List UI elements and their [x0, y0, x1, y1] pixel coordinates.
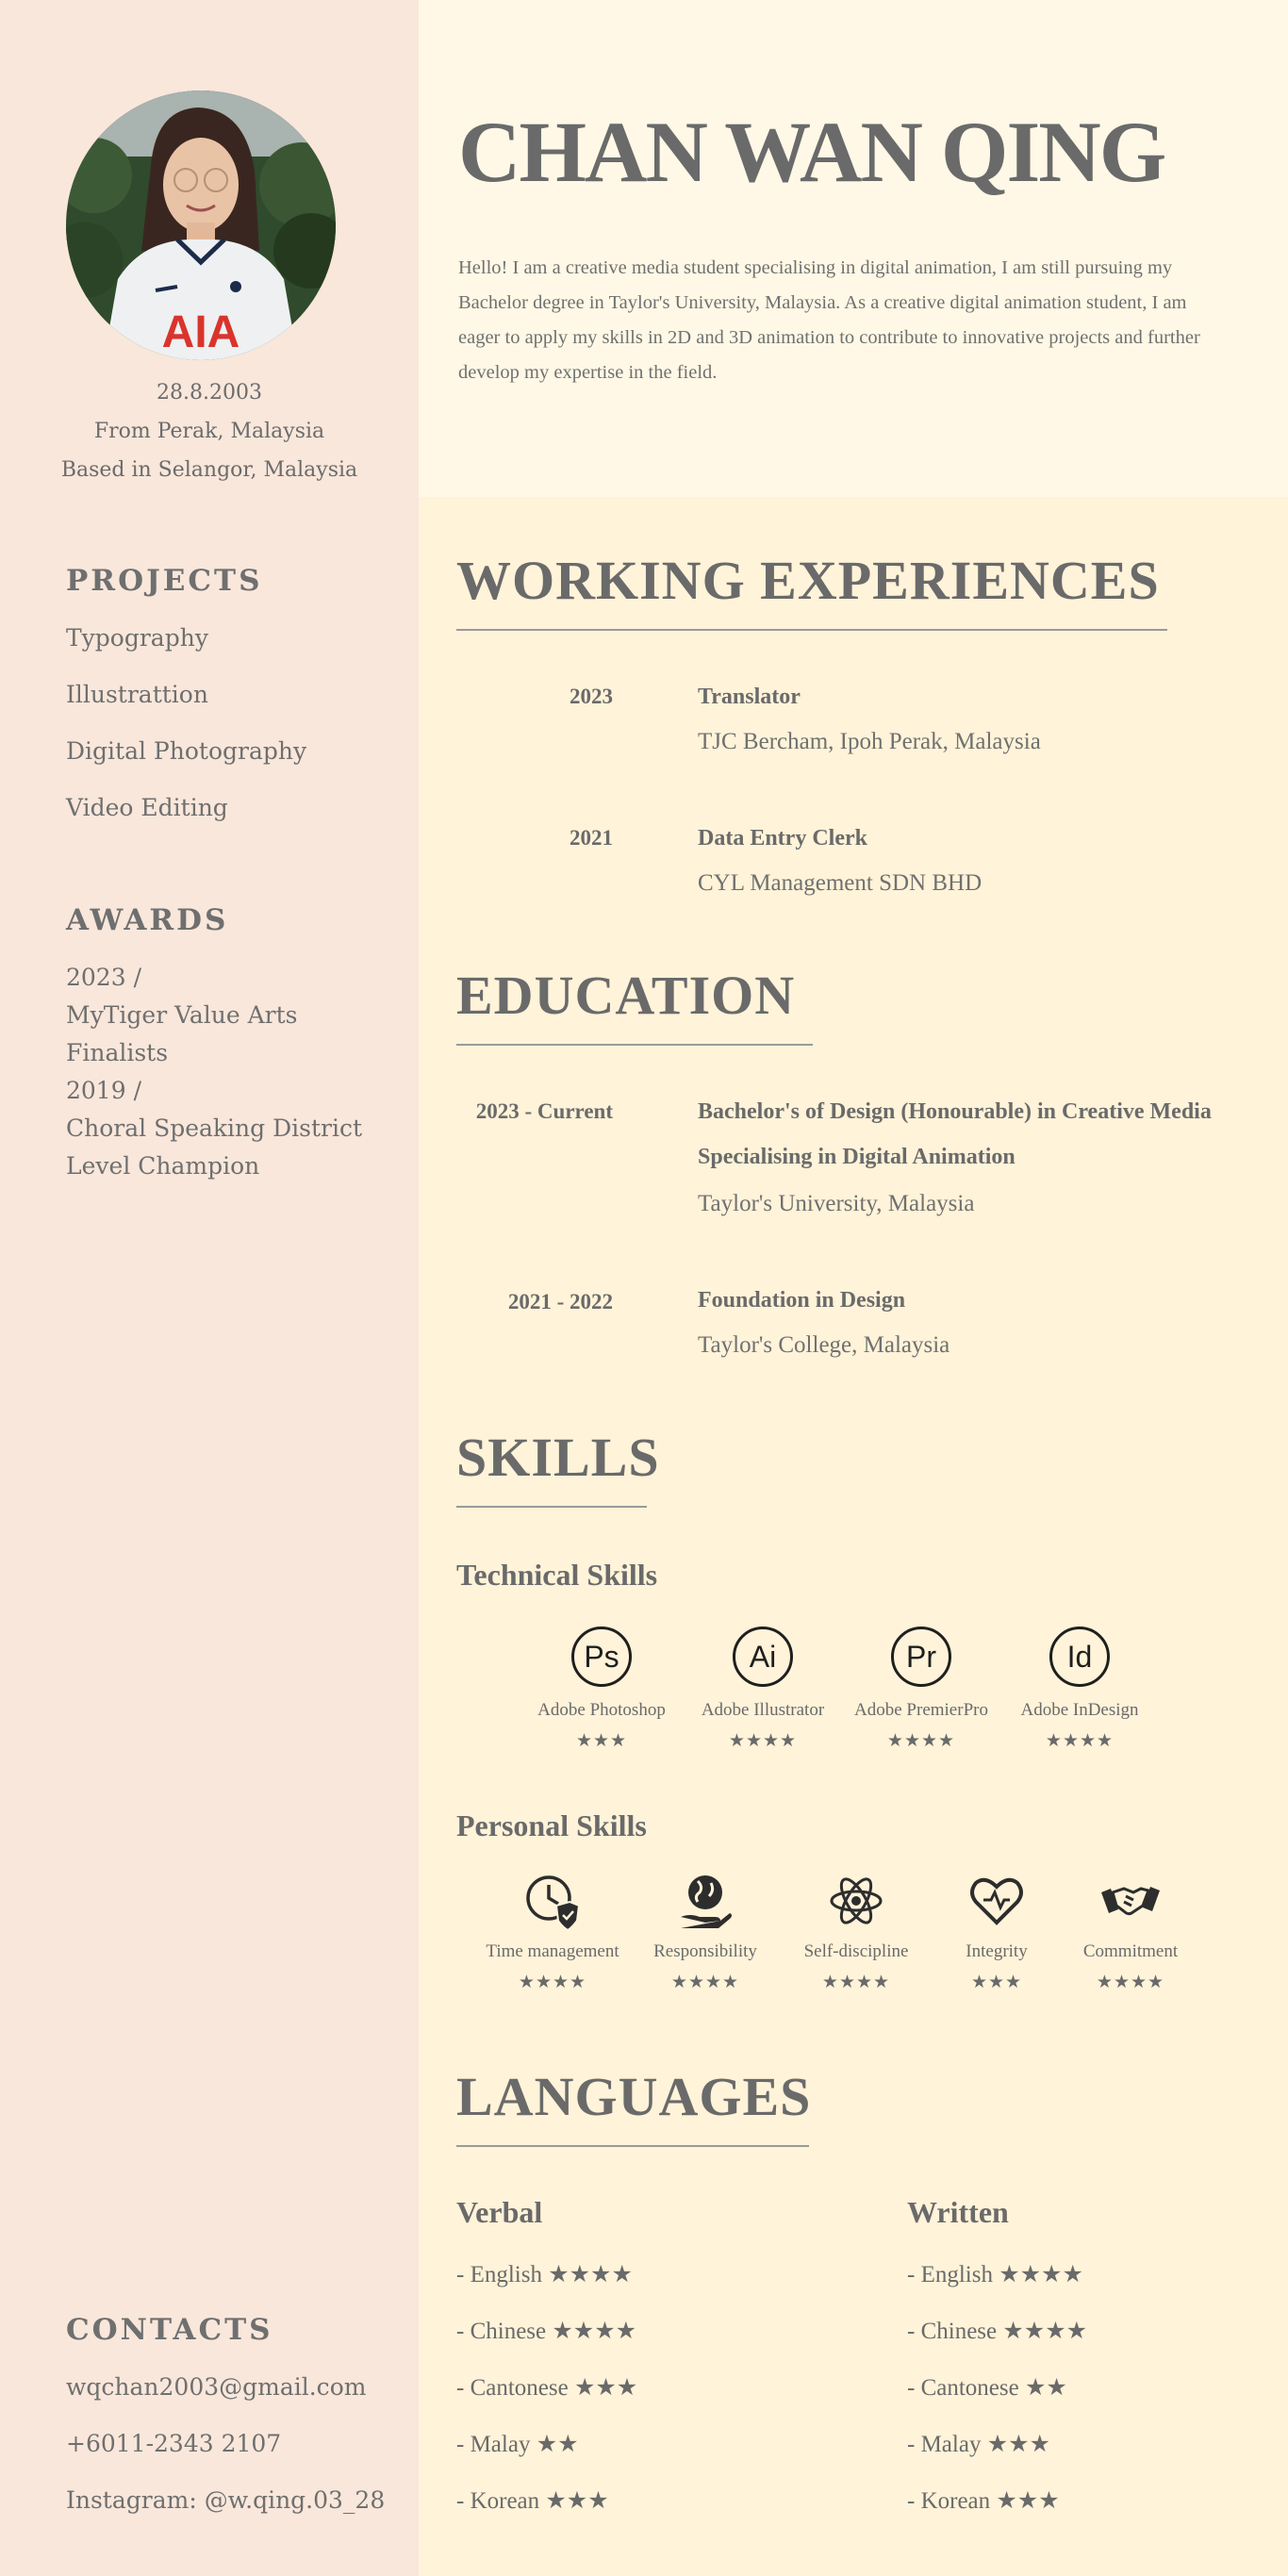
- experience-org: TJC Bercham, Ipoh Perak, Malaysia: [698, 729, 1041, 754]
- skill-label: Self-discipline: [803, 1941, 909, 1961]
- skill-responsibility: [625, 1872, 785, 1992]
- experience-org: CYL Management SDN BHD: [698, 870, 983, 896]
- contact-email[interactable]: wqchan2003@gmail.com: [66, 2373, 367, 2401]
- project-item: Illustrattion: [66, 681, 208, 708]
- skill-rating: ★★★: [970, 1972, 1023, 1992]
- premierpro-icon: Pr: [891, 1627, 951, 1687]
- date-of-birth: 28.8.2003: [157, 381, 262, 405]
- profile-photo: [66, 91, 336, 360]
- skill-self-discipline: [776, 1872, 936, 1992]
- experience-role: Data Entry Clerk: [698, 826, 867, 850]
- skill-rating: ★★★★: [518, 1972, 587, 1992]
- project-item: Typography: [66, 624, 208, 652]
- skill-rating: ★★★★: [728, 1730, 798, 1751]
- skill-time-management: [472, 1872, 633, 1992]
- header: [419, 0, 1288, 497]
- section-divider: [456, 629, 1167, 631]
- education-specialisation: Specialising in Digital Animation: [698, 1145, 1016, 1169]
- contact-instagram[interactable]: Instagram: @w.qing.03_28: [66, 2486, 386, 2514]
- page-title: CHAN WAN QING: [458, 104, 1165, 200]
- skill-indesign: [999, 1627, 1160, 1751]
- current-location: Based in Selangor, Malaysia: [60, 458, 358, 482]
- skill-premierpro: [841, 1627, 1001, 1751]
- hometown: From Perak, Malaysia: [93, 420, 325, 443]
- skill-label: Adobe PremierPro: [854, 1700, 988, 1720]
- experience-role: Translator: [698, 685, 801, 709]
- illustrator-icon: Ai: [733, 1627, 793, 1687]
- award-year: 2019 /: [66, 1077, 141, 1104]
- verbal-language-item: - Cantonese ★★★: [456, 2375, 638, 2401]
- clock-shield-icon: [524, 1872, 581, 1930]
- photoshop-icon: Ps: [571, 1627, 632, 1687]
- award-year: 2023 /: [66, 964, 141, 991]
- award-title: MyTiger Value Arts Finalists: [66, 1001, 298, 1066]
- education-year: 2021 - 2022: [507, 1290, 613, 1313]
- skill-rating: ★★★★: [670, 1972, 740, 1992]
- section-divider: [456, 2145, 809, 2147]
- education-institution: Taylor's College, Malaysia: [698, 1332, 950, 1358]
- written-language-item: - Cantonese ★★: [907, 2375, 1067, 2401]
- skill-label: Adobe Photoshop: [537, 1700, 666, 1720]
- project-item: Digital Photography: [66, 737, 307, 765]
- skill-rating: ★★★★: [821, 1972, 891, 1992]
- skill-illustrator: [683, 1627, 843, 1751]
- written-language-item: - Malay ★★★: [907, 2432, 1050, 2457]
- skill-label: Time management: [486, 1941, 619, 1961]
- languages-heading: LANGUAGES: [456, 2066, 812, 2127]
- indesign-icon: Id: [1049, 1627, 1110, 1687]
- personal-skills-heading: Personal Skills: [456, 1808, 647, 1842]
- education-degree: Foundation in Design: [698, 1288, 906, 1313]
- written-language-item: - English ★★★★: [907, 2262, 1083, 2287]
- verbal-language-item: - Malay ★★: [456, 2432, 579, 2457]
- written-heading: Written: [907, 2195, 1009, 2229]
- verbal-heading: Verbal: [456, 2195, 543, 2229]
- skill-photoshop: [521, 1627, 682, 1751]
- verbal-language-item: - Korean ★★★: [456, 2488, 609, 2514]
- experience-year: 2023: [570, 685, 613, 708]
- skill-label: Commitment: [1082, 1941, 1179, 1961]
- skill-label: Integrity: [966, 1941, 1028, 1961]
- verbal-language-item: - English ★★★★: [456, 2262, 633, 2287]
- award-title: Choral Speaking District Level Champion: [66, 1115, 363, 1180]
- written-language-item: - Chinese ★★★★: [907, 2319, 1088, 2344]
- education-institution: Taylor's University, Malaysia: [698, 1191, 975, 1216]
- contacts-heading: CONTACTS: [66, 2313, 273, 2347]
- svg-text:AIA: AIA: [161, 307, 240, 357]
- atom-icon: [828, 1872, 884, 1930]
- contact-phone[interactable]: +6011-2343 2107: [66, 2430, 282, 2457]
- skill-rating: ★★★: [575, 1730, 628, 1751]
- education-degree: Bachelor's of Design (Honourable) in Creative Media: [698, 1099, 1212, 1124]
- handshake-icon: [1099, 1872, 1162, 1930]
- technical-skills-heading: Technical Skills: [456, 1558, 658, 1592]
- awards-heading: AWARDS: [66, 903, 229, 937]
- skill-rating: ★★★★: [1096, 1972, 1165, 1992]
- skill-label: Responsibility: [653, 1941, 757, 1961]
- projects-heading: PROJECTS: [66, 564, 263, 598]
- education-heading: EDUCATION: [456, 965, 796, 1026]
- skill-rating: ★★★★: [1045, 1730, 1115, 1751]
- skills-heading: SKILLS: [456, 1427, 660, 1488]
- skill-commitment: [1050, 1872, 1211, 1992]
- education-year: 2023 - Current: [475, 1099, 613, 1123]
- heart-icon: [968, 1872, 1025, 1930]
- verbal-language-item: - Chinese ★★★★: [456, 2319, 637, 2344]
- section-divider: [456, 1044, 813, 1046]
- globe-hand-icon: [677, 1872, 734, 1930]
- written-language-item: - Korean ★★★: [907, 2488, 1060, 2514]
- experience-year: 2021: [570, 826, 613, 850]
- experience-heading: WORKING EXPERIENCES: [456, 550, 1160, 611]
- project-item: Video Editing: [66, 794, 228, 821]
- skill-label: Adobe InDesign: [1020, 1700, 1139, 1720]
- skill-rating: ★★★★: [886, 1730, 956, 1751]
- skill-label: Adobe Illustrator: [701, 1700, 825, 1720]
- section-divider: [456, 1506, 647, 1508]
- intro-paragraph: Hello! I am a creative media student specialising in digital animation, I am still pursuing my Bachelor degree in Taylor's University, Malaysia. As a creative digital animation student, I am eager to apply my skills in 2D and 3D animation to contribute to innovative projects and further develop my expertise in the field.: [458, 257, 1200, 383]
